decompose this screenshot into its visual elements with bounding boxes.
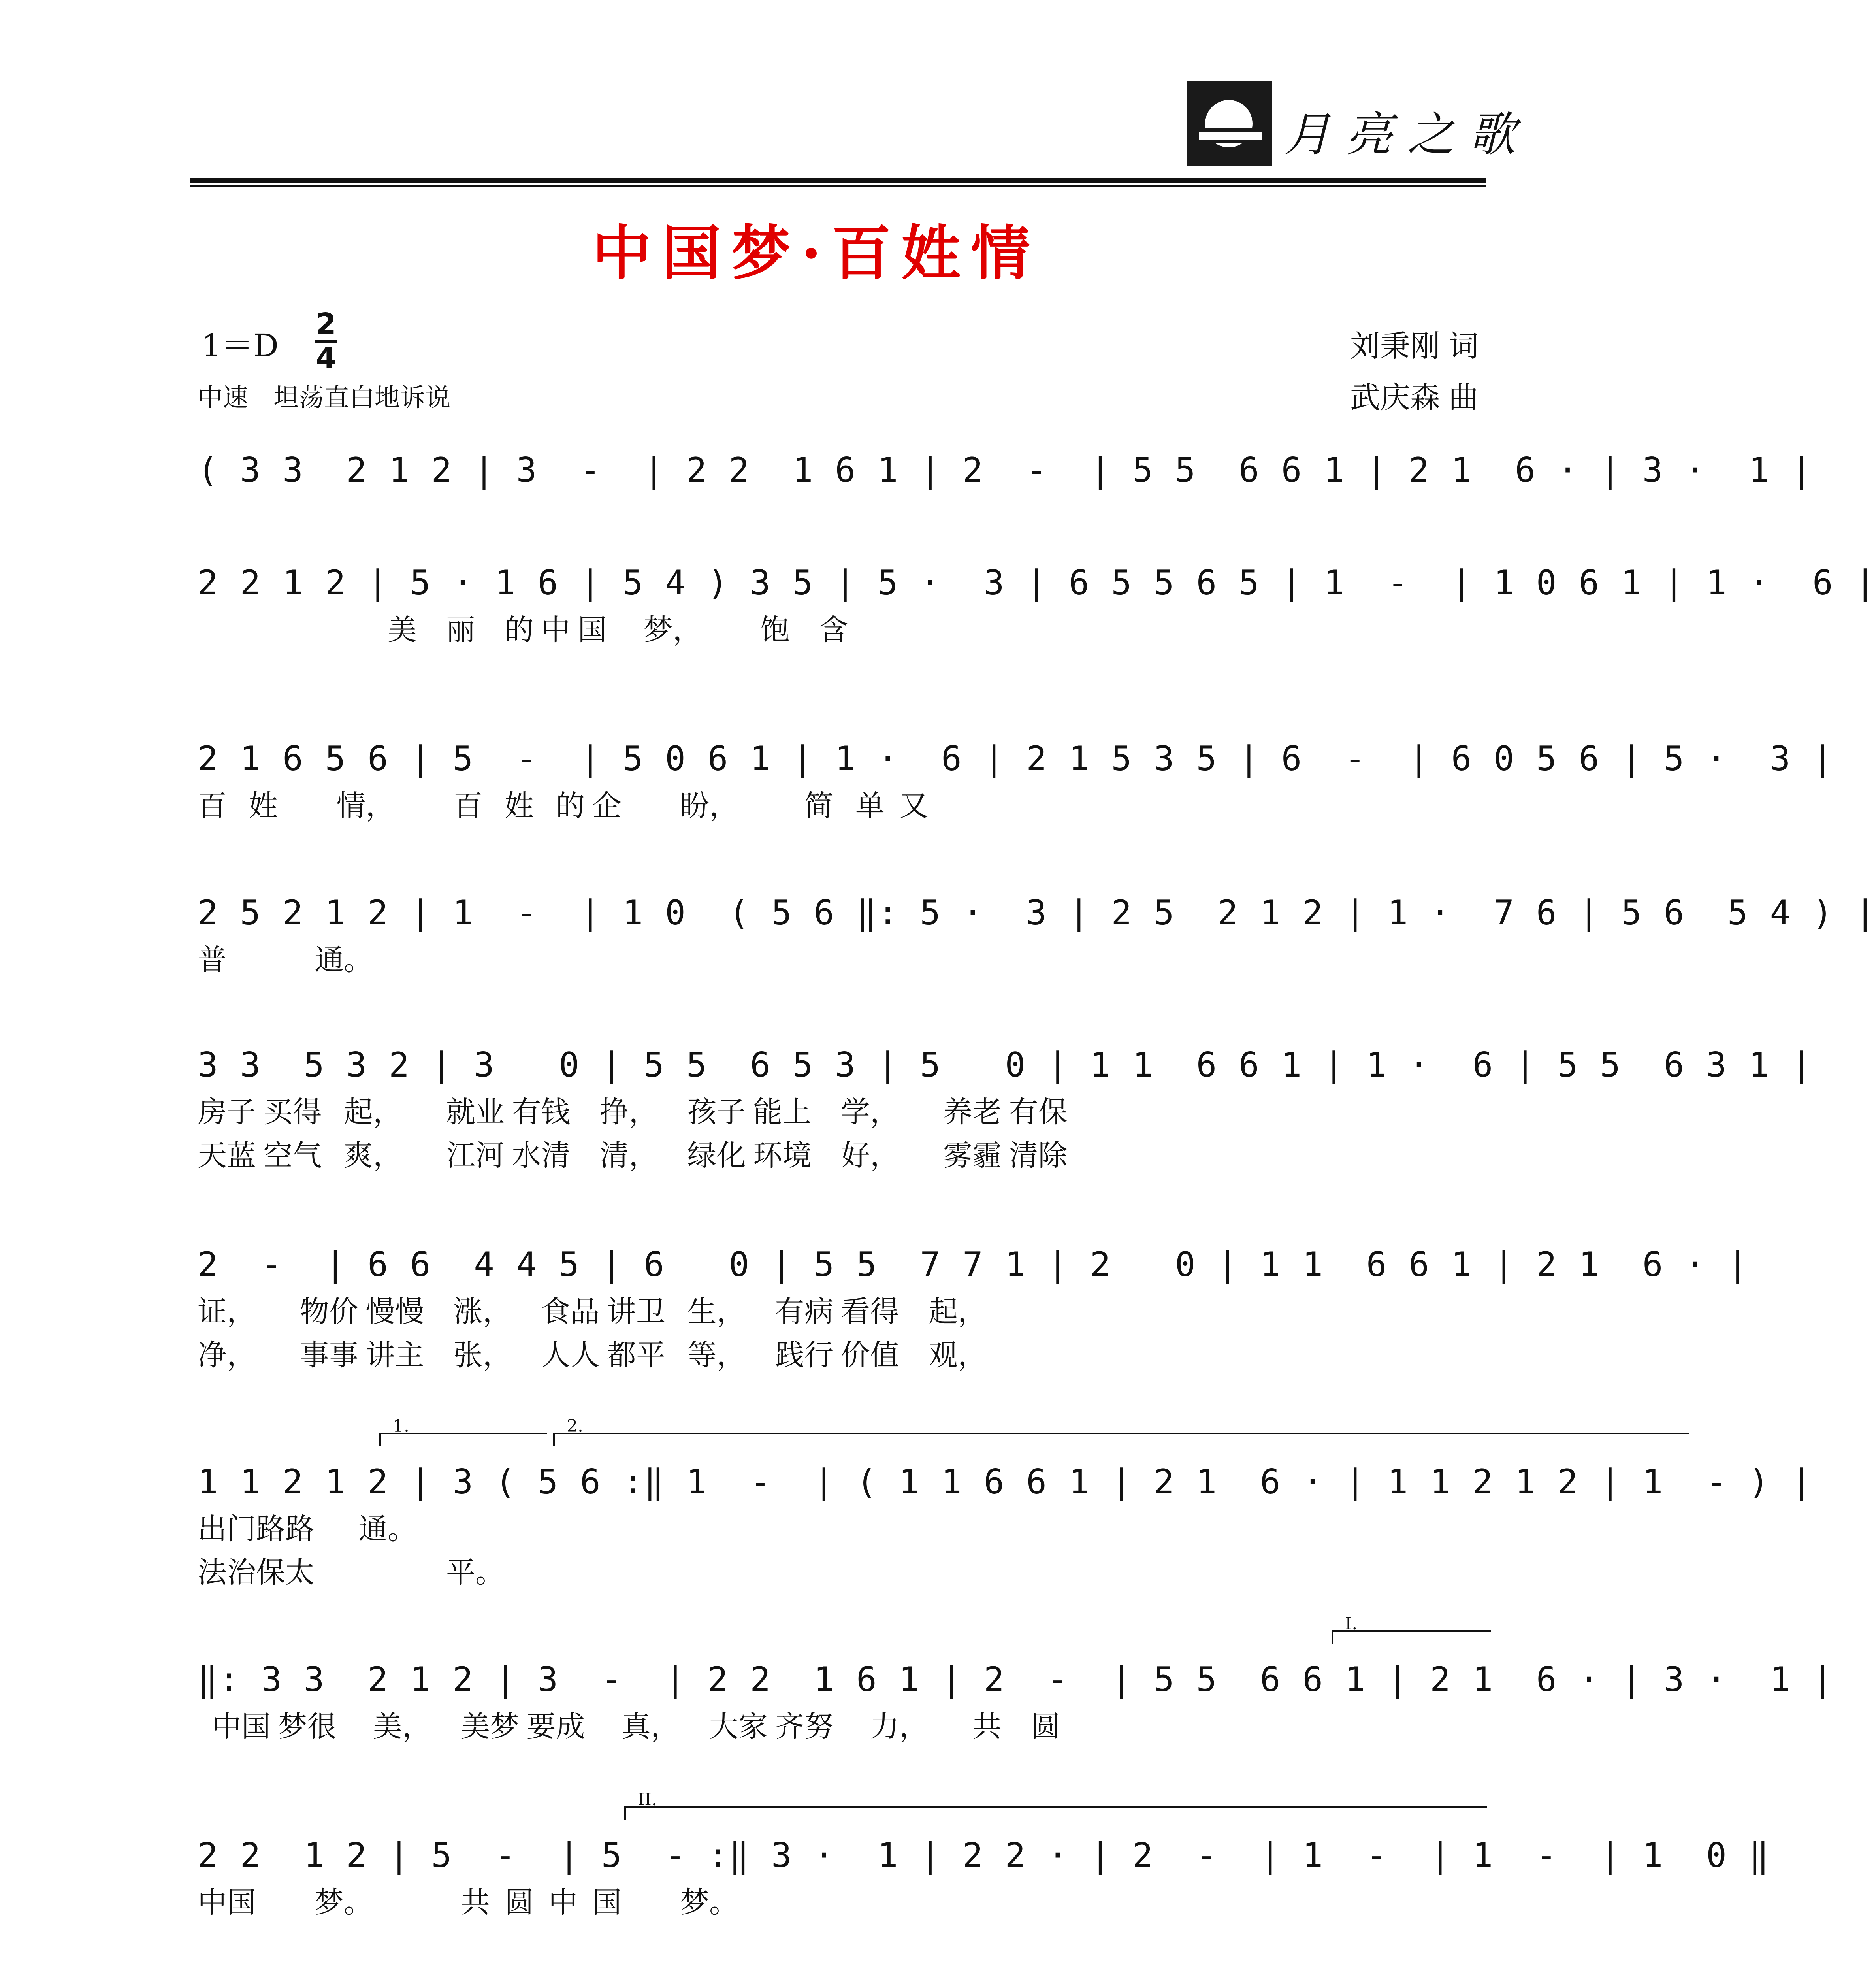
- lyric-line: 美 丽 的 中 国 梦， 饱 含: [198, 614, 848, 647]
- notation-line: 2 1 6 5 6 | 5 - | 5 0 6 1 | 1 · 6 | 2 1 5 3 5 | 6 - | 6 0 5 6 | 5 · 3 |: [198, 739, 1834, 779]
- moon-logo-icon: [1187, 81, 1272, 166]
- lyric-line: 百 姓 情， 百 姓 的 企 盼， 简 单 又: [198, 790, 929, 822]
- lyric-line-verse-2: 净， 事事 讲主 张， 人人 都平 等， 践行 价值 观，: [198, 1339, 987, 1372]
- tempo-marking: 中速 坦荡直白地诉说: [198, 383, 450, 412]
- lyricist-credit: 刘秉刚 词: [1350, 330, 1479, 363]
- notation-line: 2 2 1 2 | 5 · 1 6 | 5 4 ) 3 5 | 5 · 3 | 6 5 5 6 5 | 1 - | 1 0 6 1 | 1 · 6 |: [198, 563, 1876, 603]
- lyric-line-verse-1: 房子 买得 起， 就业 有钱 挣， 孩子 能上 学， 养老 有保: [198, 1096, 1068, 1129]
- notation-line: 2 - | 6 6 4 4 5 | 6 0 | 5 5 7 7 1 | 2 0 | 1 1 6 6 1 | 2 1 6 · |: [198, 1245, 1749, 1284]
- lyric-line-verse-2: 天蓝 空气 爽， 江河 水清 清， 绿化 环境 好， 雾霾 清除: [198, 1140, 1068, 1172]
- meter-top: 2: [316, 307, 336, 341]
- notation-line: 2 2 1 2 | 5 - | 5 - :‖ 3 · 1 | 2 2 · | 2 - | 1 - | 1 - | 1 0 ‖: [198, 1836, 1770, 1875]
- header-rule-thick: [190, 178, 1486, 183]
- logo-text: 月亮之歌: [1284, 107, 1531, 162]
- notation-line: 2 5 2 1 2 | 1 - | 1 0 ( 5 6 ‖: 5 · 3 | 2 5 2 1 2 | 1 · 7 6 | 5 6 5 4 ) |: [198, 893, 1876, 933]
- volta-bracket-I: I.: [1332, 1630, 1491, 1644]
- notation-line: ( 3 3 2 1 2 | 3 - | 2 2 1 6 1 | 2 - | 5 5 6 6 1 | 2 1 6 · | 3 · 1 |: [198, 451, 1813, 490]
- notation-line: ‖: 3 3 2 1 2 | 3 - | 2 2 1 6 1 | 2 - | 5 5 6 6 1 | 2 1 6 · | 3 · 1 |: [198, 1660, 1834, 1699]
- lyric-line-verse-1: 出门路路 通。: [198, 1513, 417, 1546]
- volta-bracket-2: 2.: [553, 1433, 1689, 1446]
- lyric-line-verse-2: 法治保太 平。: [198, 1557, 505, 1589]
- volta-bracket-II: II.: [624, 1806, 1487, 1820]
- publisher-logo: [1187, 81, 1563, 168]
- notation-line: 3 3 5 3 2 | 3 0 | 5 5 6 5 3 | 5 0 | 1 1 6 6 1 | 1 · 6 | 5 5 6 3 1 |: [198, 1045, 1813, 1085]
- key-signature: 1＝D: [202, 327, 279, 364]
- meter-bottom: 4: [316, 341, 336, 375]
- time-signature: [312, 308, 340, 374]
- lyric-line: 中国 梦。 共 圆 中 国 梦。: [198, 1887, 738, 1919]
- lyric-line: 中国 梦很 美， 美梦 要成 真， 大家 齐努 力， 共 圆: [198, 1711, 1060, 1743]
- volta-bracket-1: 1.: [379, 1433, 547, 1446]
- lyric-line-verse-1: 证， 物价 慢慢 涨， 食品 讲卫 生， 有病 看得 起，: [198, 1296, 987, 1328]
- lyric-line: 普 通。: [198, 944, 373, 977]
- song-title: 中国梦·百姓情: [592, 219, 1041, 288]
- header-rule-thin: [190, 185, 1486, 187]
- notation-line: 1 1 2 1 2 | 3 ( 5 6 :‖ 1 - | ( 1 1 6 6 1 | 2 1 6 · | 1 1 2 1 2 | 1 - ) |: [198, 1462, 1813, 1502]
- composer-credit: 武庆森 曲: [1350, 381, 1479, 415]
